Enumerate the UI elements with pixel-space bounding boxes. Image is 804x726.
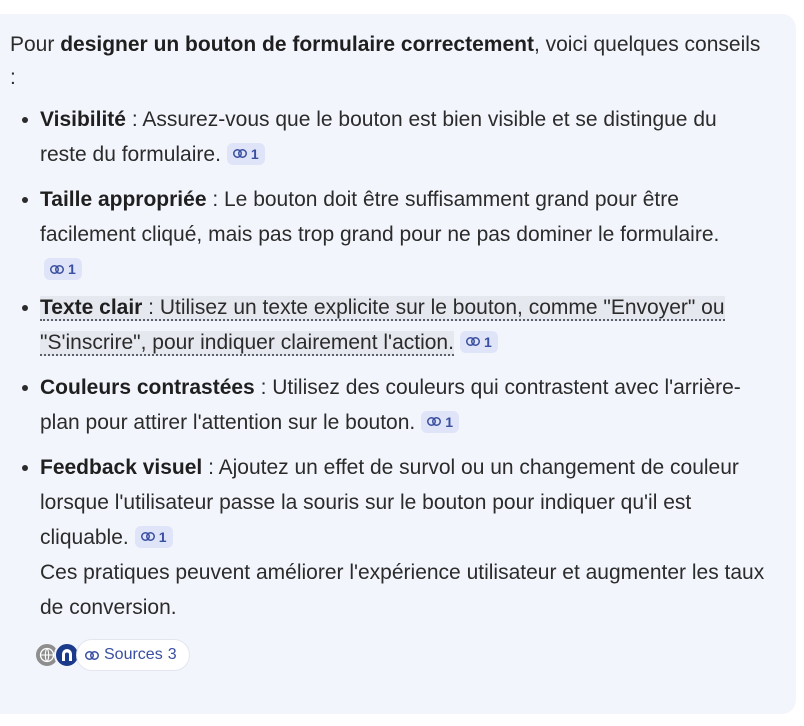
- tip-text: : Utilisez un texte explicite sur le bouton, comme "Envoyer" ou "S'inscrire", pour indiquer clairement l'action.: [40, 296, 725, 354]
- tip-item-taille: [10, 182, 766, 280]
- tip-text: : Assurez-vous que le bouton est bien visible et se distingue du reste du formulaire.: [40, 108, 717, 166]
- citation-number: 1: [483, 333, 492, 350]
- citation-number: 1: [158, 528, 167, 545]
- sources-count: 3: [167, 646, 177, 663]
- citation-number: 1: [445, 413, 454, 430]
- tip-title: Feedback visuel: [40, 456, 203, 479]
- sources-button[interactable]: [76, 639, 190, 671]
- link-icon: [85, 651, 99, 660]
- sources-row: [34, 639, 766, 671]
- citation-number: 1: [250, 145, 259, 162]
- link-icon: [141, 532, 155, 541]
- tip-title: Visibilité: [40, 108, 126, 131]
- tip-item-visibilite: [10, 102, 766, 172]
- assistant-message: [0, 14, 796, 714]
- sources-label: Sources: [104, 646, 163, 663]
- tips-list: [10, 102, 766, 625]
- tip-text: : Le bouton doit être suffisamment grand pour être facilement cliqué, mais pas trop grand pour ne pas dominer le formulaire.: [40, 188, 720, 246]
- tip-text: : Ajoutez un effet de survol ou un changement de couleur lorsque l'utilisateur passe la souris sur le bouton pour indiquer qu'il est cliquable.: [40, 456, 739, 549]
- tip-item-couleurs: [10, 370, 766, 440]
- citation-number: 1: [68, 261, 76, 277]
- tip-title: Taille appropriée: [40, 188, 207, 211]
- intro-bold: designer un bouton de formulaire correctement: [60, 33, 534, 56]
- intro-paragraph: [10, 28, 766, 94]
- tip-title: Couleurs contrastées: [40, 376, 255, 399]
- link-icon: [50, 265, 64, 274]
- citation-button[interactable]: [460, 331, 498, 353]
- tip-title: Texte clair: [40, 296, 143, 319]
- tip-item-feedback: [10, 450, 766, 625]
- citation-button[interactable]: [227, 143, 265, 165]
- citation-button[interactable]: [135, 526, 173, 548]
- intro-prefix: Pour: [10, 33, 61, 56]
- tip-item-texte-clair: [10, 290, 766, 360]
- link-icon: [466, 337, 480, 346]
- tip-text: : Utilisez des couleurs qui contrastent avec l'arrière-plan pour attirer l'attention sur le bouton.: [40, 376, 741, 434]
- citation-button[interactable]: [421, 411, 459, 433]
- link-icon: [233, 149, 247, 158]
- hovered-citation-span[interactable]: [40, 296, 725, 356]
- conclusion-text: Ces pratiques peuvent améliorer l'expérience utilisateur et augmenter les taux de conversion.: [40, 561, 765, 619]
- link-icon: [427, 417, 441, 426]
- citation-button[interactable]: [44, 258, 82, 280]
- intro-suffix: , voici quelques conseils :: [10, 33, 761, 89]
